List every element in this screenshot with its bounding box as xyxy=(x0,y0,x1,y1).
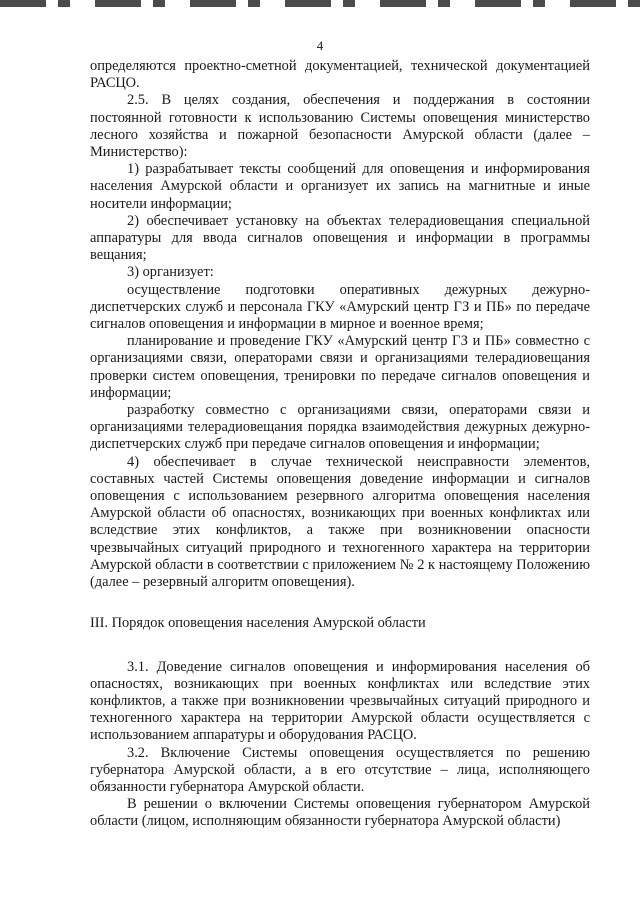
section-heading: III. Порядок оповещения населения Амурской области xyxy=(90,615,426,632)
paragraph: 4) обеспечивает в случае технической неисправности элементов, составных частей Системы оповещения доведение информации и сигналов оповещения с использованием резервного алгоритма оповещения населения Амурской области об опасностях, возникающих при военных конфликтах или вследствие этих конфликтов, а также при возникновении опасности чрезвычайных ситуаций природного и техногенного характера на территории Амурской области в соответствии с приложением № 2 к настоящему Положению (далее – резервный алгоритм оповещения). xyxy=(90,453,590,591)
paragraph: 2.5. В целях создания, обеспечения и поддержания в состоянии постоянной готовности к использованию Системы оповещения министерство лесного хозяйства и пожарной безопасности Амурской области (далее – Министерство): xyxy=(90,92,590,161)
paragraph: 3.1. Доведение сигналов оповещения и информирования населения об опасностях, возникающих при военных конфликтах или вследствие этих конфликтов, а также при возникновении чрезвычайных ситуаций природного и техногенного характера на территории Амурской области осуществляется с использованием аппаратуры и оборудования РАСЦО. xyxy=(90,658,590,744)
scan-edge-artifact xyxy=(0,0,640,7)
paragraph: 1) разрабатывает тексты сообщений для оповещения и информирования населения Амурской области и организует их запись на магнитные и иные носители информации; xyxy=(90,161,590,212)
paragraph: планирование и проведение ГКУ «Амурский центр ГЗ и ПБ» совместно с организациями связи, операторами связи и организациями телерадиовещания проверки систем оповещения, тренировки по передаче сигналов оповещения и информации; xyxy=(90,333,590,401)
page-number: 4 xyxy=(316,38,324,53)
paragraph: 2) обеспечивает установку на объектах телерадиовещания специальной аппаратуры для ввода сигналов оповещения и информации в программы вещания; xyxy=(90,212,590,264)
document-body xyxy=(90,58,590,831)
paragraph: определяются проектно-сметной документацией, технической документацией РАСЦО. xyxy=(90,58,590,92)
paragraph: В решении о включении Системы оповещения губернатором Амурской области (лицом, исполняющим обязанности губернатора Амурской области) xyxy=(90,796,590,830)
paragraph: разработку совместно с организациями связи, операторами связи и организациями телерадиовещания порядка взаимодействия дежурных дежурно-диспетчерских служб при передаче сигналов оповещения и информации; xyxy=(90,402,590,453)
paragraph: 3.2. Включение Системы оповещения осуществляется по решению губернатора Амурской области, а в его отсутствие – лица, исполняющего обязанности губернатора Амурской области. xyxy=(90,744,590,795)
paragraph: 3) организует: xyxy=(127,264,214,281)
paragraph: осуществление подготовки оперативных дежурных дежурно-диспетчерских служб и персонала ГКУ «Амурский центр ГЗ и ПБ» по передаче сигналов оповещения и информации в мирное и военное время; xyxy=(90,281,590,333)
